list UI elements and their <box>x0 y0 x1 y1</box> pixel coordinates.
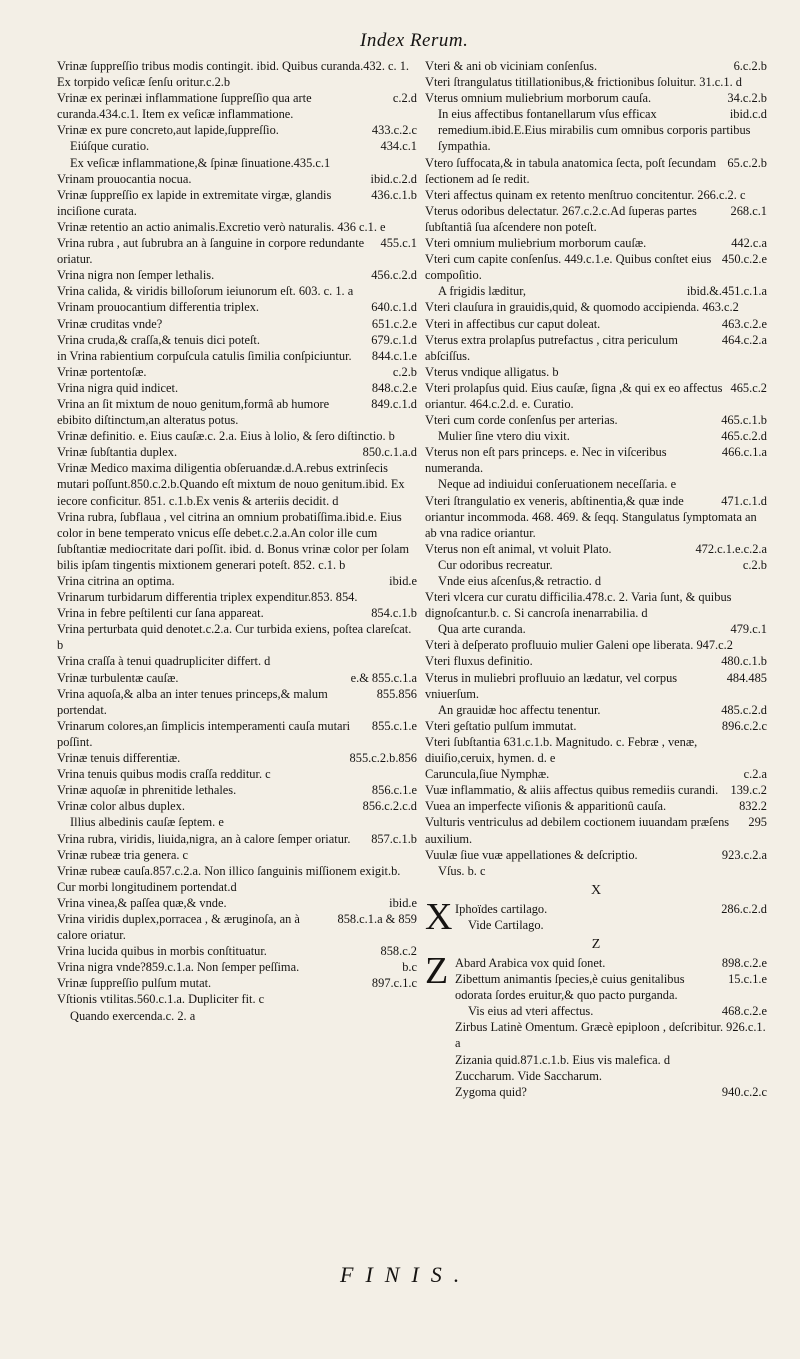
index-entry <box>57 991 417 1007</box>
entry-text: Vrina tenuis quibus modis craſſa redditur. c <box>57 767 271 782</box>
entry-text: Vrina aquoſa,& alba an inter tenues princeps,& malum portendat. <box>57 686 328 717</box>
entry-text: Vteri geſtatio pulſum immutat. <box>425 718 577 733</box>
entry-text: Vrina in febre peſtilenti cur ſana appareat. <box>57 606 264 621</box>
entry-text: Vrinæ rubeæ tria genera. c <box>57 847 189 862</box>
entry-text: Abard Arabica vox quid ſonet. <box>455 955 606 970</box>
entry-text: Ex veſicæ inflammatione,& ſpinæ ſinuatione.435.c.1 <box>70 155 331 170</box>
entry-reference: ibid.e <box>389 895 417 910</box>
entry-reference: 857.c.1.b <box>371 831 417 846</box>
entry-text: Vterus vndique alligatus. b <box>425 364 559 379</box>
entry-reference: 295 <box>748 815 767 830</box>
index-entry <box>425 734 767 766</box>
entry-text: Vrinæ retentio an actio animalis.Excretio verò naturalis. 436 c.1. e <box>57 219 386 234</box>
index-entry <box>57 460 417 508</box>
entry-reference: 442.c.a <box>731 236 767 251</box>
index-entry <box>57 943 417 959</box>
index-entry <box>455 955 767 971</box>
index-entry <box>57 428 417 444</box>
entry-text: Vrina nigra non ſemper lethalis. <box>57 268 215 283</box>
entry-text: Zirbus Latinè Omentum. Græcè epiploon , deſcribitur. 926.c.1. a <box>455 1020 766 1051</box>
entry-reference: 855.856 <box>376 686 417 701</box>
entry-text: Vrina rubra , aut ſubrubra an à ſanguine in corpore redundante oriatur. <box>57 236 365 267</box>
index-entry <box>57 975 417 991</box>
entry-text: Caruncula,ſiue Nymphæ. <box>425 767 550 782</box>
entry-reference: 6.c.2.b <box>733 59 767 73</box>
entry-text: Vrina cruda,& craſſa,& tenuis dici poteſt. <box>57 332 260 347</box>
entry-text: Vuulæ ſiue vuæ appellationes & deſcriptio. <box>425 847 638 862</box>
index-entry <box>57 847 417 863</box>
entry-text: Vteri à deſperato profluuio mulier Galeni ope liberata. 947.c.2 <box>425 638 733 653</box>
entry-text: Vrinæ portentoſæ. <box>57 364 147 379</box>
entry-reference: 466.c.1.a <box>721 445 767 460</box>
entry-reference: 898.c.2.e <box>721 955 767 970</box>
entry-text: Vteri prolapſus quid. Eius cauſæ, ſigna ,& qui ex eo affectus oriantur. 464.c.2.d. e. Curatio. <box>425 380 723 411</box>
index-entry <box>425 798 767 814</box>
entry-reference: 465.c.2 <box>730 380 767 395</box>
index-entry <box>57 814 417 830</box>
index-entry <box>455 1019 767 1051</box>
entry-reference: 468.c.2.e <box>721 1004 767 1019</box>
index-entry <box>57 444 417 460</box>
entry-text: Zuccharum. Vide Saccharum. <box>455 1068 602 1083</box>
index-entry <box>57 155 417 171</box>
index-entry <box>425 203 767 235</box>
index-entry <box>57 1008 417 1024</box>
dropcap-z: Z <box>425 949 449 992</box>
entry-reference: 450.c.2.e <box>721 252 767 267</box>
index-entry <box>425 283 767 299</box>
entry-text: Qua arte curanda. <box>438 622 526 637</box>
index-entry <box>57 299 417 315</box>
index-entry <box>425 670 767 702</box>
entry-text: Vide Cartilago. <box>468 917 544 932</box>
index-entry <box>425 766 767 782</box>
entry-text: Quando exercenda.c. 2. a <box>70 1008 196 1023</box>
entry-reference: 456.c.2.d <box>371 268 417 283</box>
entry-reference: 856.c.1.e <box>371 783 417 798</box>
entry-text: Vrinæ turbulentæ cauſæ. <box>57 670 179 685</box>
entry-text: Vrina nigra vnde?859.c.1.a. Non ſemper peſſima. <box>57 960 300 975</box>
finis-footer: FINIS. <box>340 1262 472 1287</box>
entry-text: Vrinam prouocantium differentia triplex. <box>57 300 260 315</box>
index-entry <box>57 911 417 943</box>
index-entry <box>425 316 767 332</box>
entry-reference: 465.c.2.d <box>721 429 767 444</box>
entry-text: Vteri cum corde conſenſus per arterias. <box>425 413 618 428</box>
entry-reference: 849.c.1.d <box>371 396 417 411</box>
entry-text: Vteri ſtrangulatus titillationibus,& frictionibus ſoluitur. 31.c.1. d <box>425 75 742 90</box>
index-entry <box>57 605 417 621</box>
entry-text: A frigidis læditur, <box>438 284 526 299</box>
entry-text: Cur odoribus recreatur. <box>438 557 553 572</box>
entry-reference: 479.c.1 <box>730 622 767 637</box>
entry-text: Vteri affectus quinam ex retento menſtruo concitentur. 266.c.2. c <box>425 187 746 202</box>
index-entry <box>57 959 417 975</box>
index-entry <box>425 493 767 541</box>
entry-reference: 896.c.2.c <box>721 718 767 733</box>
entry-reference: 34.c.2.b <box>727 91 767 106</box>
index-entry <box>57 396 417 428</box>
right-column <box>425 58 767 1100</box>
entry-text: Vteri omnium muliebrium morborum cauſæ. <box>425 236 647 251</box>
entry-text: Zibettum animantis ſpecies,è cuius genitalibus odorata ſordes eruitur,& quo pacto purganda. <box>455 972 685 1003</box>
entry-text: Neque ad indiuidui conſeruationem neceſſaria. e <box>438 477 677 492</box>
index-entry <box>455 1068 767 1084</box>
index-entry <box>57 573 417 589</box>
index-entry <box>57 782 417 798</box>
entry-text: Vrinæ ſuppreſſio ex lapide in extremitate virgæ, glandis inciſione curata. <box>57 187 332 218</box>
section-z <box>425 949 767 1100</box>
index-entry <box>425 444 767 476</box>
entry-reference: 858.c.2 <box>380 944 417 959</box>
index-entry <box>425 428 767 444</box>
index-entry <box>425 332 767 364</box>
entry-reference: 856.c.2.c.d <box>362 799 417 814</box>
index-entry <box>455 971 767 1003</box>
index-entry <box>57 316 417 332</box>
entry-text: Vteri ſtrangulatio ex veneris, abſtinentia,& quæ inde oriantur incommoda. 468. 469. & ſeqq. Stangulatus ſymptomata an ab vna radice oriantur. <box>425 493 757 540</box>
entry-text: Vrina citrina an optima. <box>57 574 175 588</box>
entry-reference: 455.c.1 <box>380 236 417 251</box>
entry-reference: 464.c.2.a <box>721 332 767 347</box>
index-entry <box>425 235 767 251</box>
entry-text: Vrinæ cruditas vnde? <box>57 316 163 331</box>
entry-reference: 897.c.1.c <box>371 976 417 991</box>
entry-text: Vteri & ani ob viciniam conſenſus. <box>425 59 598 73</box>
entry-text: Vrina craſſa à tenui quadrupliciter differt. d <box>57 654 271 669</box>
entry-text: Vrina lucida quibus in morbis conſtituatur. <box>57 944 267 959</box>
index-entry <box>455 1084 767 1100</box>
entry-text: Vrinæ ex perinæi inflammatione ſuppreſſio qua arte curanda.434.c.1. Item ex veſicæ inflammatione. <box>57 91 312 122</box>
entry-text: In eius affectibus fontanellarum vſus efficax remedium.ibid.E.Eius mirabilis cum omnibus corporis partibus ſympathia. <box>438 107 751 154</box>
index-entry <box>425 718 767 734</box>
index-entry <box>57 621 417 653</box>
entry-text: Vteri ſubſtantia 631.c.1.b. Magnitudo. c. Febræ , venæ, diuiſio,ceruix, hymen. d. e <box>425 734 698 766</box>
entry-text: Vrinæ aquoſæ in phrenitide lethales. <box>57 783 237 798</box>
entry-reference: ibid.c.2.d <box>370 171 417 186</box>
entry-reference: 640.c.1.d <box>371 300 417 315</box>
index-entry <box>57 653 417 669</box>
entry-text: Vrina rubra, ſubflaua , vel citrina an omnium probatiſſima.ibid.e. Eius color in bene temperato vnicus eſſe debet.c.2.a.An color ille cum ſubſtantiæ mediocritate dari poſſit. ibid. d. Bonus vrinæ color per ſolam bilis ipſam tingentis mixtionem generari poteſt. 852. c.1. b <box>57 509 410 572</box>
entry-reference: 855.c.2.b.856 <box>349 751 417 766</box>
left-column <box>57 58 417 1024</box>
entry-reference: 465.c.1.b <box>721 413 767 428</box>
entry-text: Vrinæ ex pure concreto,aut lapide,ſuppreſſio. <box>57 123 279 138</box>
index-entry <box>425 90 767 106</box>
entry-text: Zizania quid.871.c.1.b. Eius vis malefica. d <box>455 1052 671 1067</box>
entry-text: Vnde eius aſcenſus,& retractio. d <box>438 574 602 588</box>
entry-reference: 848.c.2.e <box>371 380 417 395</box>
entry-reference: 286.c.2.d <box>721 901 767 916</box>
index-entry <box>57 235 417 267</box>
entry-text: Vſtionis vtilitas.560.c.1.a. Dupliciter fit. c <box>57 992 265 1007</box>
entry-text: An grauidæ hoc affectu tenentur. <box>438 702 601 717</box>
entry-text: Eiúſque curatio. <box>70 139 150 154</box>
entry-reference: 850.c.1.a.d <box>362 445 417 460</box>
entry-text: Vrina viridis duplex,porracea , & æruginoſa, an à calore oriatur. <box>57 911 300 943</box>
index-entry <box>57 798 417 814</box>
entry-text: Vuea an imperfecte viſionis & apparitionû cauſa. <box>425 799 667 814</box>
entry-reference: 923.c.2.a <box>721 847 767 862</box>
entry-reference: 65.c.2.b <box>727 155 767 170</box>
index-entry <box>425 621 767 637</box>
index-entry <box>57 171 417 187</box>
entry-reference: 854.c.1.b <box>371 606 417 621</box>
entry-text: Vrina vinea,& paſſea quæ,& vnde. <box>57 895 227 910</box>
entry-text: Iphoïdes cartilago. <box>455 901 548 916</box>
entry-text: Zygoma quid? <box>455 1084 527 1099</box>
entry-text: Vteri fluxus definitio. <box>425 654 533 669</box>
index-entry <box>455 1052 767 1068</box>
entry-reference: 484.485 <box>726 670 767 685</box>
index-entry <box>57 766 417 782</box>
entry-text: Mulier ſine vtero diu vixit. <box>438 429 570 444</box>
entry-reference: c.2.a <box>743 767 767 782</box>
entry-text: Vterus omnium muliebrium morborum cauſa. <box>425 91 652 106</box>
index-entry <box>425 702 767 718</box>
entry-text: Vrinam prouocantia nocua. <box>57 171 192 186</box>
section-x-entries <box>455 901 767 933</box>
entry-reference: 940.c.2.c <box>721 1084 767 1099</box>
index-entry <box>425 412 767 428</box>
index-entry <box>425 541 767 557</box>
index-entry <box>57 348 417 364</box>
entry-text: Vterus non eſt animal, vt voluit Plato. <box>425 541 612 556</box>
index-entry <box>425 380 767 412</box>
index-entry <box>57 509 417 573</box>
entry-text: Vteri vlcera cur curatu difficilia.478.c. 2. Varia ſunt, & quibus dignoſcantur.b. c. Si cancroſa inenarrabilia. d <box>425 590 732 621</box>
index-entry <box>425 653 767 669</box>
entry-text: Vuæ inflammatio, & aliis affectus quibus remediis curandi. <box>425 783 719 798</box>
entry-text: Vrina calida, & viridis billoſorum ieiunorum eſt. 603. c. 1. a <box>57 284 354 299</box>
entry-text: Vrinæ ſuppreſſio pulſum mutat. <box>57 976 212 991</box>
section-x <box>425 895 767 938</box>
index-entry <box>57 831 417 847</box>
entry-text: Illius albedinis cauſæ ſeptem. e <box>70 815 224 830</box>
entry-text: Vteri in affectibus cur caput doleat. <box>425 316 601 331</box>
entry-reference: 433.c.2.c <box>371 123 417 138</box>
entry-reference: 15.c.1.e <box>728 972 767 987</box>
index-entry <box>57 122 417 138</box>
index-entry <box>425 476 767 492</box>
entry-text: Vteri cum capite conſenſus. 449.c.1.e. Quibus conſtet eius compoſitio. <box>425 252 712 283</box>
entry-reference: 844.c.1.e <box>371 348 417 363</box>
index-entry <box>57 332 417 348</box>
entry-text: Vteri clauſura in grauidis,quid, & quomodo accipienda. 463.c.2 <box>425 300 739 315</box>
index-entry <box>57 219 417 235</box>
entry-text: Vrina rubra, viridis, liuida,nigra, an à calore ſemper oriatur. <box>57 831 351 846</box>
index-entry <box>425 74 767 90</box>
entry-text: in Vrina rabientium corpuſcula catulis ſimilia conſpiciuntur. <box>57 348 352 363</box>
index-entry <box>455 1003 767 1019</box>
entry-text: Vterus in muliebri profluuio an lædatur, vel corpus vniuerſum. <box>425 670 678 701</box>
index-entry <box>425 589 767 621</box>
index-entry <box>57 138 417 154</box>
entry-text: Vrinæ definitio. e. Eius cauſæ.c. 2.a. Eius à lolio, & ſero diſtinctio. b <box>57 429 395 444</box>
right-entries <box>425 58 767 879</box>
index-entry <box>425 299 767 315</box>
entry-text: Vrina an ſit mixtum de nouo genitum,formâ ab humore ebibito diſtinctum,an alteratus potus. <box>57 396 330 428</box>
index-entry <box>425 106 767 154</box>
entry-reference: 855.c.1.e <box>371 718 417 733</box>
entry-reference: 268.c.1 <box>730 203 767 218</box>
index-entry <box>425 557 767 573</box>
entry-reference: ibid.&.451.c.1.a <box>686 284 767 299</box>
section-letter-z: Z <box>591 936 601 952</box>
entry-text: Vterus non eſt pars princeps. e. Nec in viſceribus numeranda. <box>425 445 667 476</box>
entry-reference: c.2.b <box>742 557 767 572</box>
entry-reference: 480.c.1.b <box>721 654 767 669</box>
entry-reference: 485.c.2.d <box>721 702 767 717</box>
entry-reference: 139.c.2 <box>730 783 767 798</box>
index-entry <box>425 58 767 74</box>
section-z-entries <box>455 955 767 1100</box>
index-entry <box>57 267 417 283</box>
index-entry <box>425 187 767 203</box>
index-entry <box>425 155 767 187</box>
index-entry <box>425 573 767 589</box>
index-entry <box>57 187 417 219</box>
entry-text: Vrina perturbata quid denotet.c.2.a. Cur turbida exiens, poſtea clareſcat. b <box>57 622 412 653</box>
entry-text: Vis eius ad vteri affectus. <box>468 1004 594 1019</box>
index-entry <box>57 283 417 299</box>
index-entry <box>425 782 767 798</box>
entry-text: Vrinarum turbidarum differentia triplex expenditur.853. 854. <box>57 590 358 605</box>
index-entry <box>425 814 767 846</box>
index-entry <box>57 589 417 605</box>
index-entry <box>425 364 767 380</box>
index-entry <box>425 863 767 879</box>
dropcap-x: X <box>425 895 453 938</box>
index-entry <box>57 750 417 766</box>
entry-text: Vrinæ color albus duplex. <box>57 799 185 814</box>
index-entry <box>57 863 417 895</box>
page-header: Index Rerum. <box>360 30 469 51</box>
index-entry <box>57 895 417 911</box>
entry-text: Vrinæ ſubſtantia duplex. <box>57 445 178 460</box>
entry-reference: c.2.d <box>392 91 417 106</box>
entry-reference: e.& 855.c.1.a <box>350 670 417 685</box>
index-entry <box>455 917 767 933</box>
section-letter-x: X <box>590 882 602 898</box>
entry-reference: 858.c.1.a & 859 <box>337 911 417 926</box>
entry-text: Vrinæ rubeæ cauſa.857.c.2.a. Non illico ſanguinis miſſionem exigit.b. Cur morbi longitudinem portendat.d <box>57 863 401 894</box>
entry-reference: 434.c.1 <box>380 139 417 154</box>
entry-text: Vrinarum colores,an ſimplicis intemperamenti cauſa mutari poſſint. <box>57 718 351 749</box>
index-entry <box>57 686 417 718</box>
entry-reference: 463.c.2.e <box>721 316 767 331</box>
entry-reference: b.c <box>402 960 417 975</box>
index-entry <box>425 251 767 283</box>
entry-text: Vulturis ventriculus ad debilem coctionem iuuandam præſens auxilium. <box>425 815 730 846</box>
entry-reference: 436.c.1.b <box>371 187 417 202</box>
entry-text: Vſus. b. c <box>438 863 486 878</box>
entry-reference: 679.c.1.d <box>371 332 417 347</box>
entry-reference: 472.c.1.e.c.2.a <box>695 541 767 556</box>
index-entry <box>57 718 417 750</box>
index-entry <box>425 847 767 863</box>
index-entry <box>57 670 417 686</box>
index-entry <box>455 901 767 917</box>
entry-text: Vterus odoribus delectatur. 267.c.2.c.Ad ſuperas partes ſubſtantiâ ſua aſcendere non poteſt. <box>425 203 697 234</box>
entry-text: Vtero ſuffocata,& in tabula anatomica ſecta, poſt ſecundam ſectionem ad ſe redit. <box>425 155 717 186</box>
entry-text: Vrina nigra quid indicet. <box>57 380 179 395</box>
index-entry <box>57 364 417 380</box>
entry-text: Vrinæ Medico maxima diligentia obſeruandæ.d.A.rebus extrinſecis mutari poſſunt.850.c.2.b.Quando eſt mixtum de nouo genitum.ibid. Ex iecore conficitur. 851. c.1.b.Ex venis & arteriis decidit. d <box>57 461 405 508</box>
index-entry <box>57 90 417 122</box>
entry-reference: c.2.b <box>392 364 417 379</box>
index-entry <box>57 58 417 90</box>
entry-reference: 471.c.1.d <box>721 493 767 508</box>
index-entry <box>425 637 767 653</box>
entry-text: Vrinæ tenuis differentiæ. <box>57 751 181 766</box>
entry-reference: 832.2 <box>739 799 767 814</box>
entry-reference: 651.c.2.e <box>371 316 417 331</box>
entry-text: Vterus extra prolapſus putrefactus , citra periculum abſciſſus. <box>425 332 678 363</box>
entry-reference: ibid.c.d <box>729 107 767 122</box>
index-entry <box>57 380 417 396</box>
entry-reference: ibid.e <box>389 574 417 588</box>
entry-text: Vrinæ ſuppreſſio tribus modis contingit. ibid. Quibus curanda.432. c. 1. Ex torpido veſicæ ſenſu oritur.c.2.b <box>57 59 410 90</box>
